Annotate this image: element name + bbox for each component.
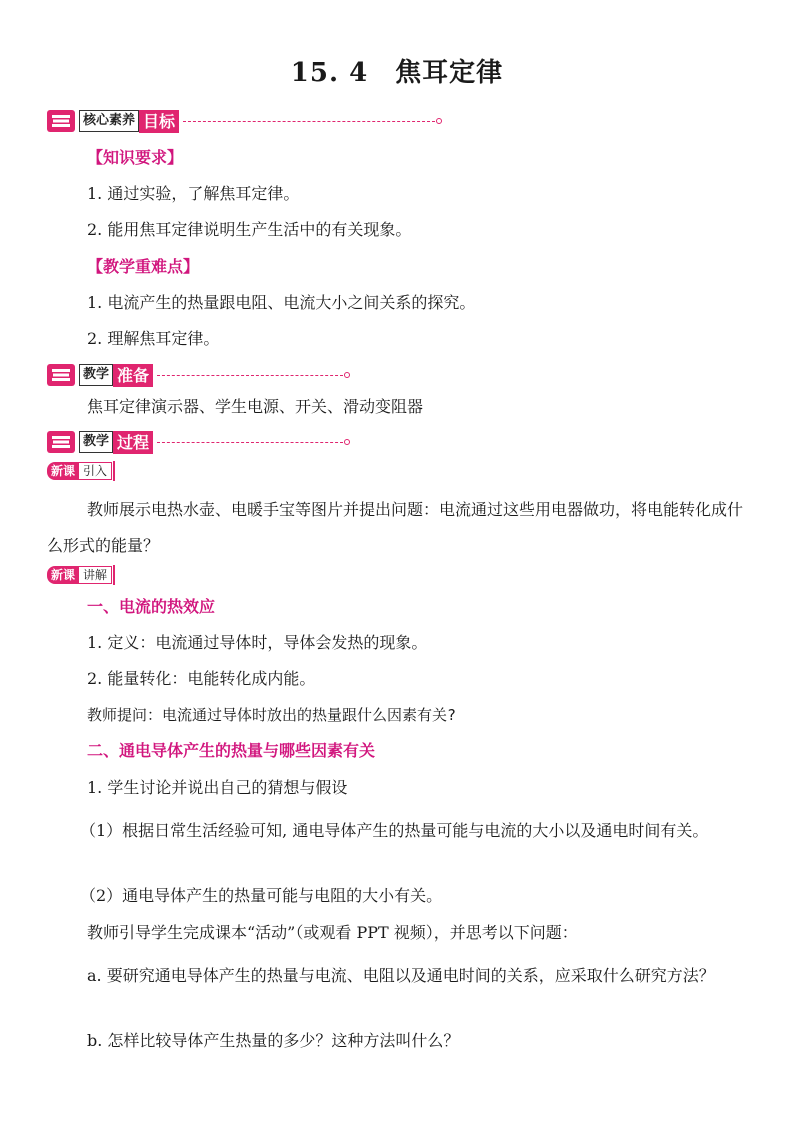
- thermal-effect-item-2: 2. 能量转化：电能转化成内能。: [87, 669, 316, 688]
- preparation-text: 焦耳定律演示器、学生电源、开关、滑动变阻器: [87, 397, 424, 416]
- heat-factors-item-1: 1. 学生讨论并说出自己的猜想与假设: [87, 778, 348, 797]
- intro-paragraph: 教师展示电热水壶、电暖手宝等图片并提出问题：电流通过这些用电器做功，将电能转化成什么形式的能量？: [47, 500, 744, 555]
- books-icon: [47, 364, 75, 386]
- tag-end-bar: [113, 461, 115, 481]
- teacher-guidance: 教师引导学生完成课本“活动”（或观看 PPT 视频），并思考以下问题：: [87, 923, 578, 942]
- divider-dot: [436, 118, 442, 124]
- question-b: b. 怎样比较导体产生热量的多少？这种方法叫什么？: [87, 1031, 460, 1050]
- question-a: a. 要研究通电导体产生的热量与电流、电阻以及通电时间的关系，应采取什么研究方法？: [87, 966, 715, 985]
- difficulty-item-1: 1. 电流产生的热量跟电阻、电流大小之间关系的探究。: [87, 293, 476, 312]
- section-label-prefix: 教学: [79, 431, 113, 453]
- subheading-knowledge: 【知识要求】: [87, 148, 184, 167]
- heading-heat-factors: 二、通电导体产生的热量与哪些因素有关: [87, 741, 376, 760]
- page-title: 15. 4 焦耳定律: [290, 58, 504, 88]
- books-icon: [47, 431, 75, 453]
- divider-line: [157, 442, 343, 443]
- difficulty-item-2: 2. 理解焦耳定律。: [87, 329, 220, 348]
- hypothesis-2: （2）通电导体产生的热量可能与电阻的大小有关。: [80, 886, 443, 905]
- divider-dot: [344, 372, 350, 378]
- section-header-process: [47, 429, 350, 455]
- tag-label-prefix: 新课: [47, 566, 79, 584]
- section-header-preparation: [47, 362, 350, 388]
- heading-thermal-effect: 一、电流的热效应: [87, 597, 216, 616]
- section-label-main: 准备: [113, 364, 153, 387]
- divider-line: [157, 375, 343, 376]
- teacher-question: 教师提问：电流通过导体时放出的热量跟什么因素有关?: [87, 706, 457, 724]
- knowledge-item-2: 2. 能用焦耳定律说明生产生活中的有关现象。: [87, 220, 412, 239]
- section-label-prefix: 教学: [79, 364, 113, 386]
- thermal-effect-item-1: 1. 定义：电流通过导体时，导体会发热的现象。: [87, 633, 428, 652]
- books-icon: [47, 110, 75, 132]
- section-label-main: 过程: [113, 431, 153, 454]
- section-label-prefix: 核心素养: [79, 110, 139, 132]
- divider-dot: [344, 439, 350, 445]
- tag-label-prefix: 新课: [47, 462, 79, 480]
- knowledge-item-1: 1. 通过实验，了解焦耳定律。: [87, 184, 300, 203]
- subheading-difficulty: 【教学重难点】: [87, 257, 200, 276]
- tag-new-lesson-intro: [47, 461, 115, 481]
- tag-label-main: 引入: [79, 462, 112, 480]
- tag-end-bar: [113, 565, 115, 585]
- hypothesis-1: （1）根据日常生活经验可知, 通电导体产生的热量可能与电流的大小以及通电时间有关。: [80, 821, 709, 840]
- section-header-goals: [47, 108, 442, 134]
- tag-new-lesson-lecture: [47, 565, 115, 585]
- divider-line: [183, 121, 435, 122]
- section-label-main: 目标: [139, 110, 179, 133]
- tag-label-main: 讲解: [79, 566, 112, 584]
